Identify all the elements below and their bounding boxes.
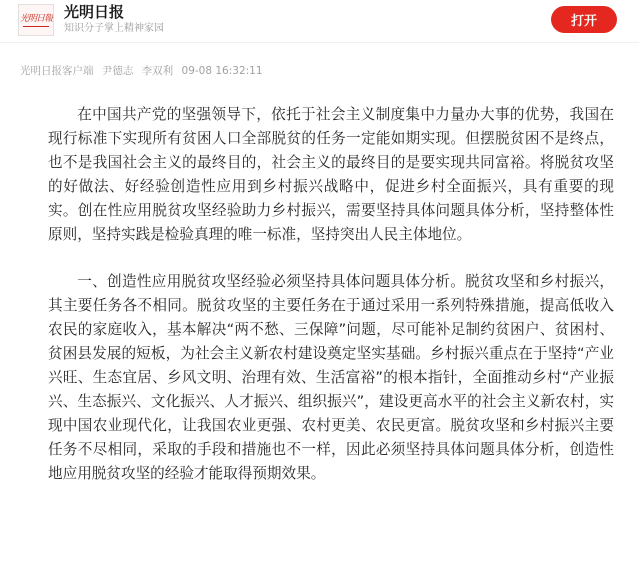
app-header bbox=[0, 0, 639, 42]
app-subtitle: 知识分子掌上精神家园 bbox=[64, 23, 164, 34]
article-body bbox=[48, 103, 614, 486]
author-name: 尹德志 bbox=[101, 65, 134, 77]
open-app-button[interactable]: 打开 bbox=[551, 6, 617, 33]
logo-underline bbox=[23, 26, 49, 27]
source-label: 光明日报客户端 bbox=[20, 65, 94, 77]
header-divider bbox=[0, 42, 639, 43]
publish-timestamp: 09-08 16:32:11 bbox=[181, 65, 263, 77]
guangming-logo bbox=[18, 4, 54, 36]
logo-text: 光明日報 bbox=[19, 13, 52, 24]
article-paragraph: 一、创造性应用脱贫攻坚经验必须坚持具体问题具体分析。脱贫攻坚和乡村振兴，其主要任务各不相同。脱贫攻坚的主要任务在于通过采用一系列特殊措施，提高低收入农民的家庭收入，基本解决“两不愁、三保障”问题，尽可能补足制约贫困户、贫困村、贫困县发展的短板，为社会主义新农村建设奠定坚实基础。乡村振兴重点在于坚持“产业兴旺、生态宜居、乡风文明、治理有效、生活富裕”的根本指针，全面推动乡村“产业振兴、生态振兴、文化振兴、人才振兴、组织振兴”，建设更高水平的社会主义新农村，实现中国农业现代化，让我国农业更强、农村更美、农民更富。脱贫攻坚和乡村振兴主要任务不尽相同，采取的手段和措施也不一样，因此必须坚持具体问题具体分析，创造性地应用脱贫攻坚的经验才能取得预期效果。 bbox=[48, 273, 614, 482]
author-name: 李双利 bbox=[141, 65, 174, 77]
article-paragraph: 在中国共产党的坚强领导下，依托于社会主义制度集中力量办大事的优势，我国在现行标准下实现所有贫困人口全部脱贫的任务一定能如期实现。但摆脱贫困不是终点，也不是我国社会主义的最终目的，社会主义的最终目的是要实现共同富裕。将脱贫攻坚的好做法、好经验创造性应用到乡村振兴战略中，促进乡村全面振兴，具有重要的现实。创在性应用脱贫攻坚经验助力乡村振兴，需要坚持具体问题具体分析，坚持整体性原则，坚持实践是检验真理的唯一标准，坚持突出人民主体地位。 bbox=[48, 106, 614, 243]
app-title: 光明日报 bbox=[64, 3, 125, 21]
article-meta bbox=[20, 65, 268, 78]
